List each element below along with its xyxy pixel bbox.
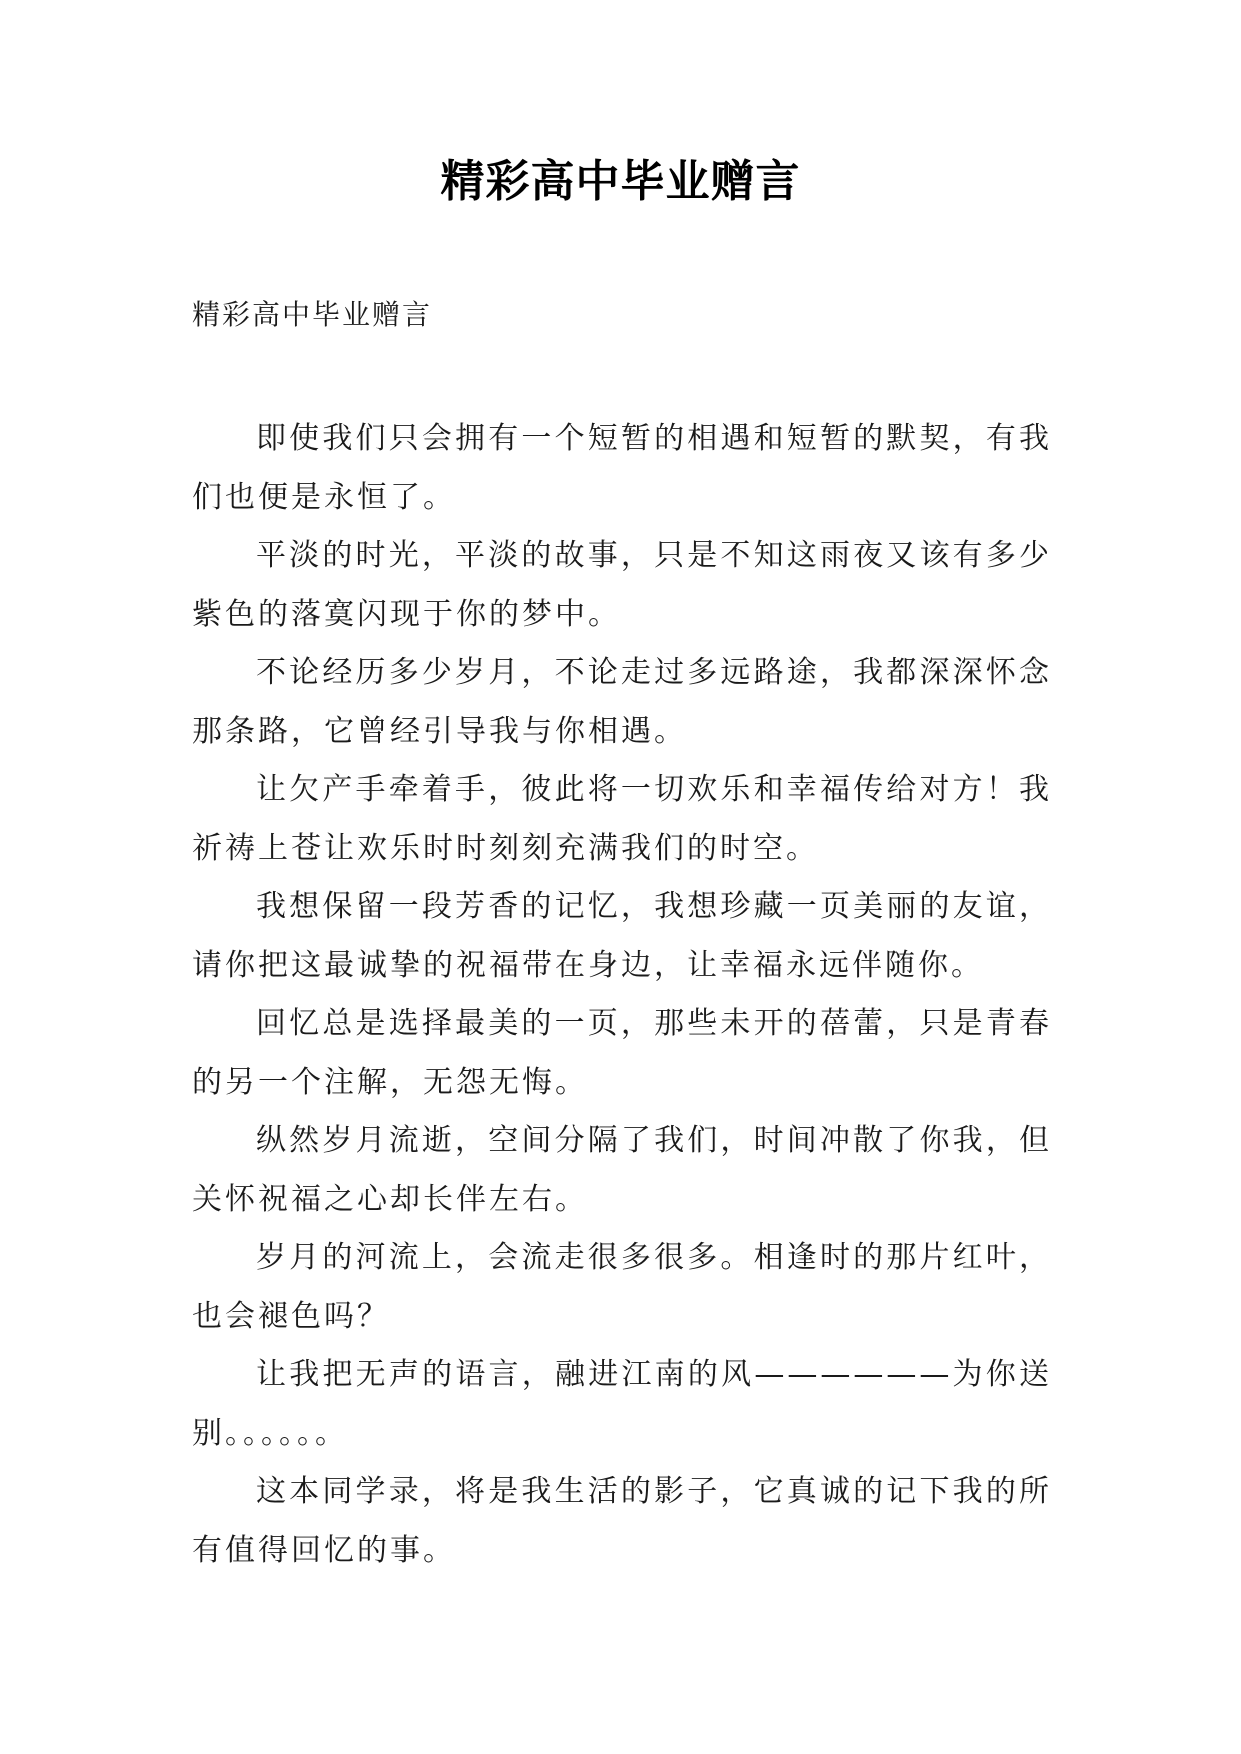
paragraph: 这本同学录，将是我生活的影子，它真诚的记下我的所有值得回忆的事。 xyxy=(192,1474,1052,1568)
paragraph: 我想保留一段芳香的记忆，我想珍藏一页美丽的友谊，请你把这最诚挚的祝福带在身边，让幸福永远伴随你。 xyxy=(192,889,1052,983)
document-body xyxy=(192,410,1052,1580)
document-title: 精彩高中毕业赠言 xyxy=(440,156,801,207)
paragraph: 回忆总是选择最美的一页，那些未开的蓓蕾，只是青春的另一个注解，无怨无悔。 xyxy=(192,1006,1052,1100)
paragraph: 岁月的河流上，会流走很多很多。相逢时的那片红叶，也会褪色吗？ xyxy=(192,1240,1052,1334)
paragraph: 让欠产手牵着手，彼此将一切欢乐和幸福传给对方！我祈祷上苍让欢乐时时刻刻充满我们的时空。 xyxy=(192,772,1052,866)
paragraph: 不论经历多少岁月，不论走过多远路途，我都深深怀念那条路，它曾经引导我与你相遇。 xyxy=(192,655,1052,749)
paragraph: 让我把无声的语言，融进江南的风——————为你送别。。。。。。 xyxy=(192,1357,1052,1451)
paragraph: 纵然岁月流逝，空间分隔了我们，时间冲散了你我，但关怀祝福之心却长伴左右。 xyxy=(192,1123,1052,1217)
paragraph: 即使我们只会拥有一个短暂的相遇和短暂的默契，有我们也便是永恒了。 xyxy=(192,421,1052,515)
document-subtitle: 精彩高中毕业赠言 xyxy=(192,298,433,331)
paragraph: 平淡的时光，平淡的故事，只是不知这雨夜又该有多少紫色的落寞闪现于你的梦中。 xyxy=(192,538,1052,632)
